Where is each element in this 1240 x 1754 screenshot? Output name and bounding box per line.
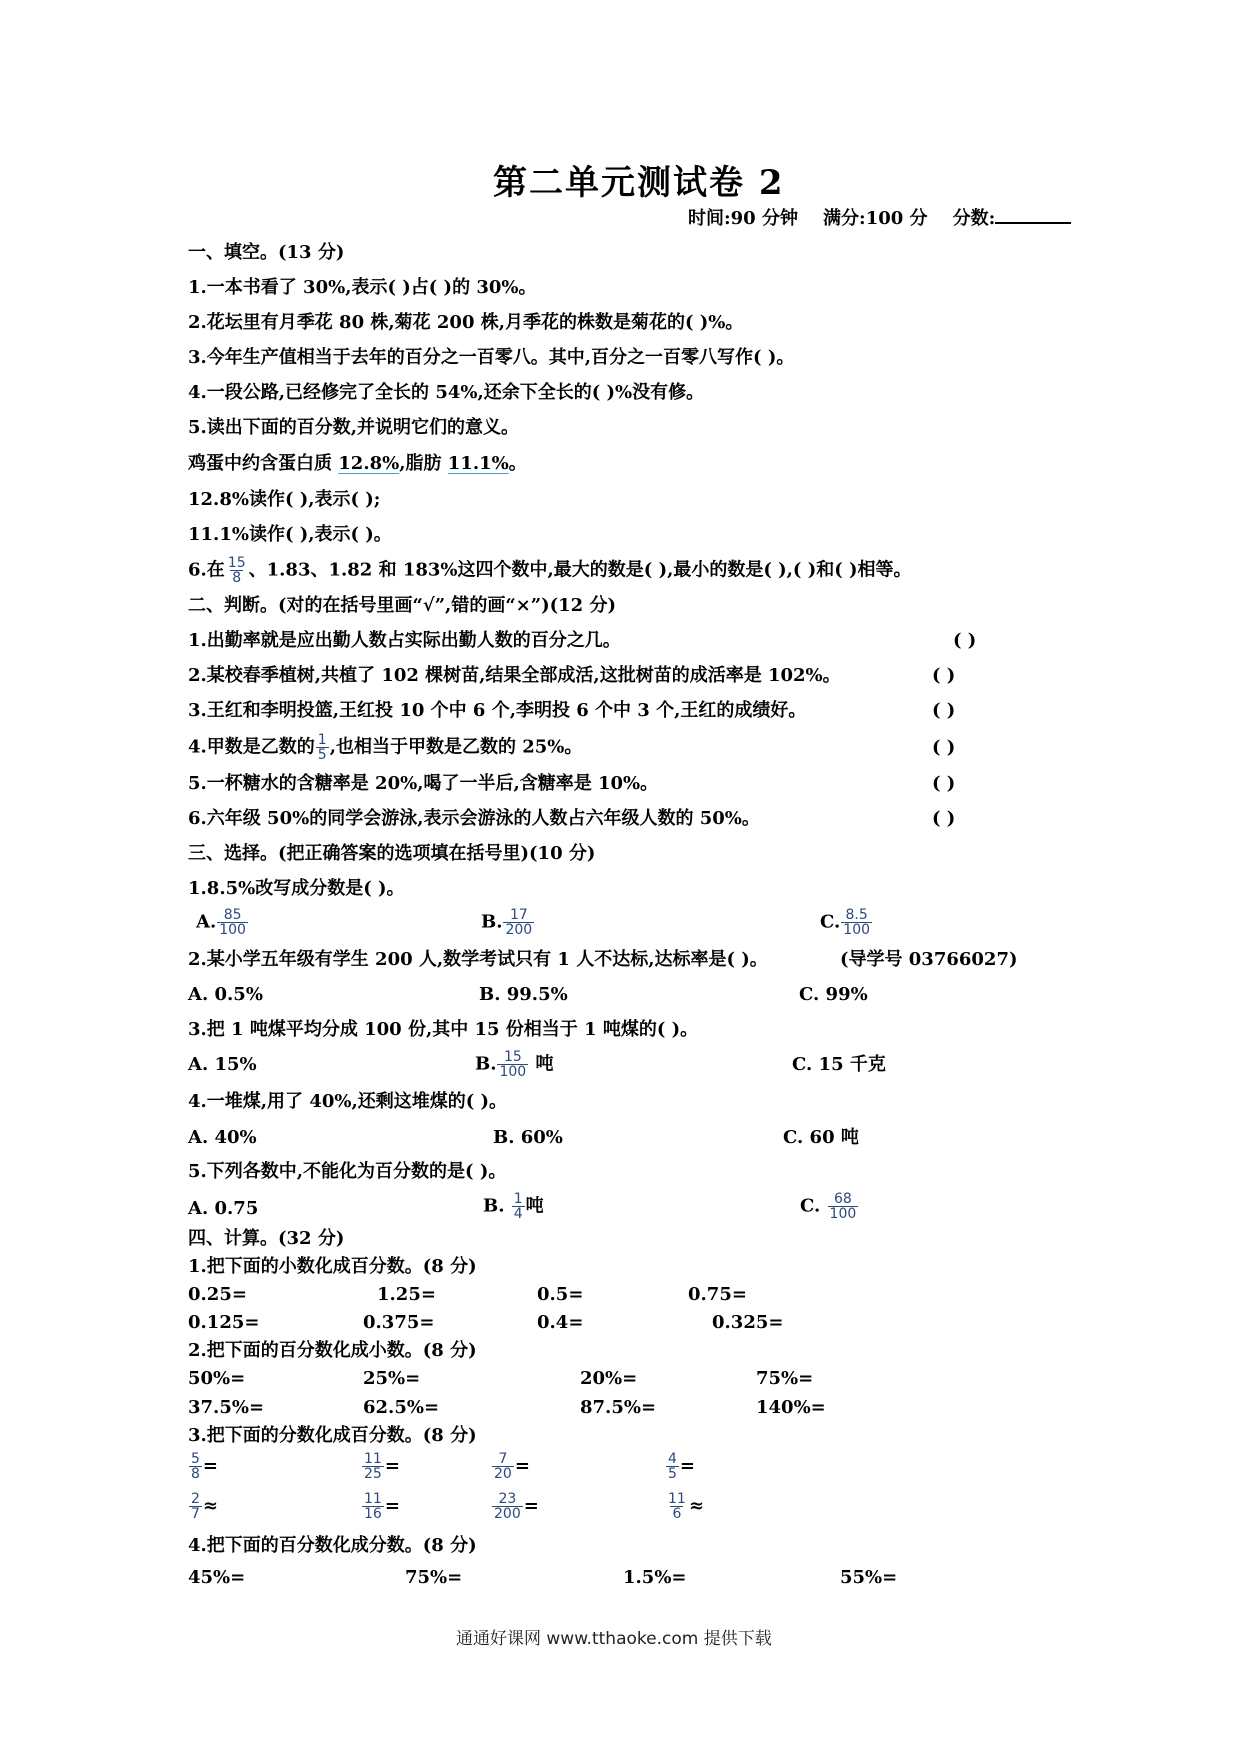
s3-q4-option-c[interactable]: C. 60 吨 [783, 1127, 859, 1148]
calc-item: 0.75= [688, 1284, 747, 1305]
s4-part-4: 4.把下面的百分数化成分数。(8 分) [188, 1535, 477, 1556]
fraction: $\frac{4}{5}$ [668, 1451, 677, 1482]
time-label: 时间:90 分钟 [688, 208, 798, 229]
answer-paren-4[interactable]: ( ) [932, 737, 956, 758]
calc-item: 62.5%= [363, 1397, 440, 1418]
s4-part-2: 2.把下面的百分数化成小数。(8 分) [188, 1340, 477, 1361]
calc-item: 45%= [188, 1567, 246, 1588]
full-score-label: 满分:100 分 [823, 208, 928, 229]
s3-q1: 1.8.5%改写成分数是( )。 [188, 878, 405, 899]
s2-item-6: 6.六年级 50%的同学会游泳,表示会游泳的人数占六年级人数的 50%。 [188, 808, 760, 829]
calc-item: 0.375= [363, 1312, 435, 1333]
s1-q5-a: 12.8%读作( ),表示( ); [188, 489, 381, 510]
s3-q2-ref: (导学号 03766027) [840, 949, 1018, 970]
s3-q5: 5.下列各数中,不能化为百分数的是( )。 [188, 1161, 507, 1182]
s3-q2-option-b[interactable]: B. 99.5% [479, 984, 568, 1005]
answer-paren-5[interactable]: ( ) [932, 773, 956, 794]
s1-q5: 5.读出下面的百分数,并说明它们的意义。 [188, 417, 520, 438]
s3-q3-option-b[interactable]: B. $\frac{15}{100}$ 吨 [475, 1049, 554, 1080]
score-blank[interactable] [995, 206, 1071, 224]
s3-q2-option-a[interactable]: A. 0.5% [188, 984, 263, 1005]
calc-item: 0.25= [188, 1284, 247, 1305]
answer-paren-3[interactable]: ( ) [932, 700, 956, 721]
fraction: $\frac{15}{8}$ [227, 555, 246, 586]
fraction: $\frac{5}{8}$ [191, 1451, 200, 1482]
score-label: 分数: [952, 208, 996, 229]
s3-q1-option-c[interactable]: C. $\frac{8.5}{100}$ [820, 907, 871, 938]
calc-item: 20%= [580, 1368, 638, 1389]
fraction-calc-item: $\frac{4}{5}$ = [668, 1451, 696, 1482]
s1-q3: 3.今年生产值相当于去年的百分之一百零八。其中,百分之一百零八写作( )。 [188, 347, 795, 368]
calc-item: 25%= [363, 1368, 421, 1389]
s3-q5-option-b[interactable]: B. $\frac{1}{4}$ 吨 [483, 1191, 544, 1222]
s3-q3-option-c[interactable]: C. 15 千克 [792, 1054, 886, 1075]
s2-item-5: 5.一杯糖水的含糖率是 20%,喝了一半后,含糖率是 10%。 [188, 773, 659, 794]
s1-q4: 4.一段公路,已经修完了全长的 54%,还余下全长的( )%没有修。 [188, 382, 705, 403]
fraction: $\frac{8.5}{100}$ [843, 907, 871, 938]
fraction: $\frac{11}{6}$ [668, 1491, 686, 1522]
fraction-calc-item: $\frac{11}{6}$ ≈ [668, 1491, 704, 1522]
s4-part-1: 1.把下面的小数化成百分数。(8 分) [188, 1256, 477, 1277]
calc-item: 0.125= [188, 1312, 260, 1333]
s3-q2-option-c[interactable]: C. 99% [799, 984, 868, 1005]
answer-paren-1[interactable]: ( ) [953, 630, 977, 651]
s3-q1-option-b[interactable]: B. $\frac{17}{200}$ [481, 907, 533, 938]
s1-q5-b: 11.1%读作( ),表示( )。 [188, 524, 392, 545]
calc-item: 0.5= [537, 1284, 584, 1305]
section-2-heading: 二、判断。(对的在括号里画“√”,错的画“×”)(12 分) [188, 595, 616, 616]
fraction-calc-item: $\frac{11}{25}$ = [364, 1451, 400, 1482]
s4-part-3: 3.把下面的分数化成百分数。(8 分) [188, 1425, 477, 1446]
fraction: $\frac{2}{7}$ [191, 1491, 200, 1522]
section-3-heading: 三、选择。(把正确答案的选项填在括号里)(10 分) [188, 843, 596, 864]
fraction-calc-item: $\frac{7}{20}$ = [494, 1451, 530, 1482]
s3-q3-option-a[interactable]: A. 15% [188, 1054, 257, 1075]
s3-q4: 4.一堆煤,用了 40%,还剩这堆煤的( )。 [188, 1091, 508, 1112]
s1-q6: 6.在 $\frac{15}{8}$ 、1.83、1.82 和 183%这四个数中,最大的数是( ),最小的数是( ),( )和( )相等。 [188, 555, 912, 586]
fat-value: 11.1% [447, 453, 509, 474]
s2-item-2: 2.某校春季植树,共植了 102 棵树苗,结果全部成活,这批树苗的成活率是 102%。 [188, 665, 841, 686]
fraction: $\frac{85}{100}$ [219, 907, 246, 938]
answer-paren-6[interactable]: ( ) [932, 808, 956, 829]
page-title: 第二单元测试卷 2 [493, 163, 785, 203]
calc-item: 50%= [188, 1368, 246, 1389]
s1-q5-context: 鸡蛋中约含蛋白质 12.8%,脂肪 11.1%。 [188, 453, 527, 474]
fraction: $\frac{7}{20}$ [494, 1451, 512, 1482]
fraction-calc-item: $\frac{2}{7}$ ≈ [191, 1491, 219, 1522]
calc-item: 1.5%= [623, 1567, 687, 1588]
fraction: $\frac{1}{4}$ [513, 1191, 523, 1222]
answer-paren-2[interactable]: ( ) [932, 665, 956, 686]
calc-item: 75%= [756, 1368, 814, 1389]
calc-item: 75%= [405, 1567, 463, 1588]
s3-q4-option-b[interactable]: B. 60% [493, 1127, 563, 1148]
fraction-calc-item: $\frac{5}{8}$ = [191, 1451, 219, 1482]
calc-item: 0.325= [712, 1312, 784, 1333]
s3-q5-option-c[interactable]: C. $\frac{68}{100}$ [800, 1191, 857, 1222]
fraction: $\frac{17}{200}$ [505, 907, 533, 938]
fraction: $\frac{11}{16}$ [364, 1491, 382, 1522]
s2-item-3: 3.王红和李明投篮,王红投 10 个中 6 个,李明投 6 个中 3 个,王红的成绩好。 [188, 700, 807, 721]
s1-q2: 2.花坛里有月季花 80 株,菊花 200 株,月季花的株数是菊花的( )%。 [188, 312, 744, 333]
fraction: $\frac{11}{25}$ [364, 1451, 382, 1482]
s3-q1-option-a[interactable]: A. $\frac{85}{100}$ [196, 907, 246, 938]
calc-item: 1.25= [377, 1284, 436, 1305]
fraction: $\frac{1}{5}$ [317, 732, 327, 763]
section-1-heading: 一、填空。(13 分) [188, 242, 345, 263]
s3-q3: 3.把 1 吨煤平均分成 100 份,其中 15 份相当于 1 吨煤的( )。 [188, 1019, 699, 1040]
s1-q1: 1.一本书看了 30%,表示( )占( )的 30%。 [188, 277, 537, 298]
fraction-calc-item: $\frac{23}{200}$ = [494, 1491, 539, 1522]
fraction-calc-item: $\frac{11}{16}$ = [364, 1491, 400, 1522]
fraction: $\frac{68}{100}$ [829, 1191, 857, 1222]
s2-item-1: 1.出勤率就是应出勤人数占实际出勤人数的百分之几。 [188, 630, 621, 651]
footer-source: 通通好课网 www.tthaoke.com 提供下载 [456, 1629, 772, 1649]
calc-item: 0.4= [537, 1312, 584, 1333]
fraction: $\frac{15}{100}$ [499, 1049, 527, 1080]
calc-item: 55%= [840, 1567, 898, 1588]
calc-item: 140%= [756, 1397, 826, 1418]
s3-q2: 2.某小学五年级有学生 200 人,数学考试只有 1 人不达标,达标率是( )。 [188, 949, 768, 970]
protein-value: 12.8% [338, 453, 400, 474]
s2-item-4: 4.甲数是乙数的 $\frac{1}{5}$ ,也相当于甲数是乙数的 25%。 [188, 732, 583, 763]
calc-item: 37.5%= [188, 1397, 265, 1418]
s3-q5-option-a[interactable]: A. 0.75 [188, 1198, 259, 1219]
s3-q4-option-a[interactable]: A. 40% [188, 1127, 257, 1148]
section-4-heading: 四、计算。(32 分) [188, 1228, 345, 1249]
calc-item: 87.5%= [580, 1397, 657, 1418]
exam-meta [688, 206, 1071, 230]
fraction: $\frac{23}{200}$ [494, 1491, 521, 1522]
